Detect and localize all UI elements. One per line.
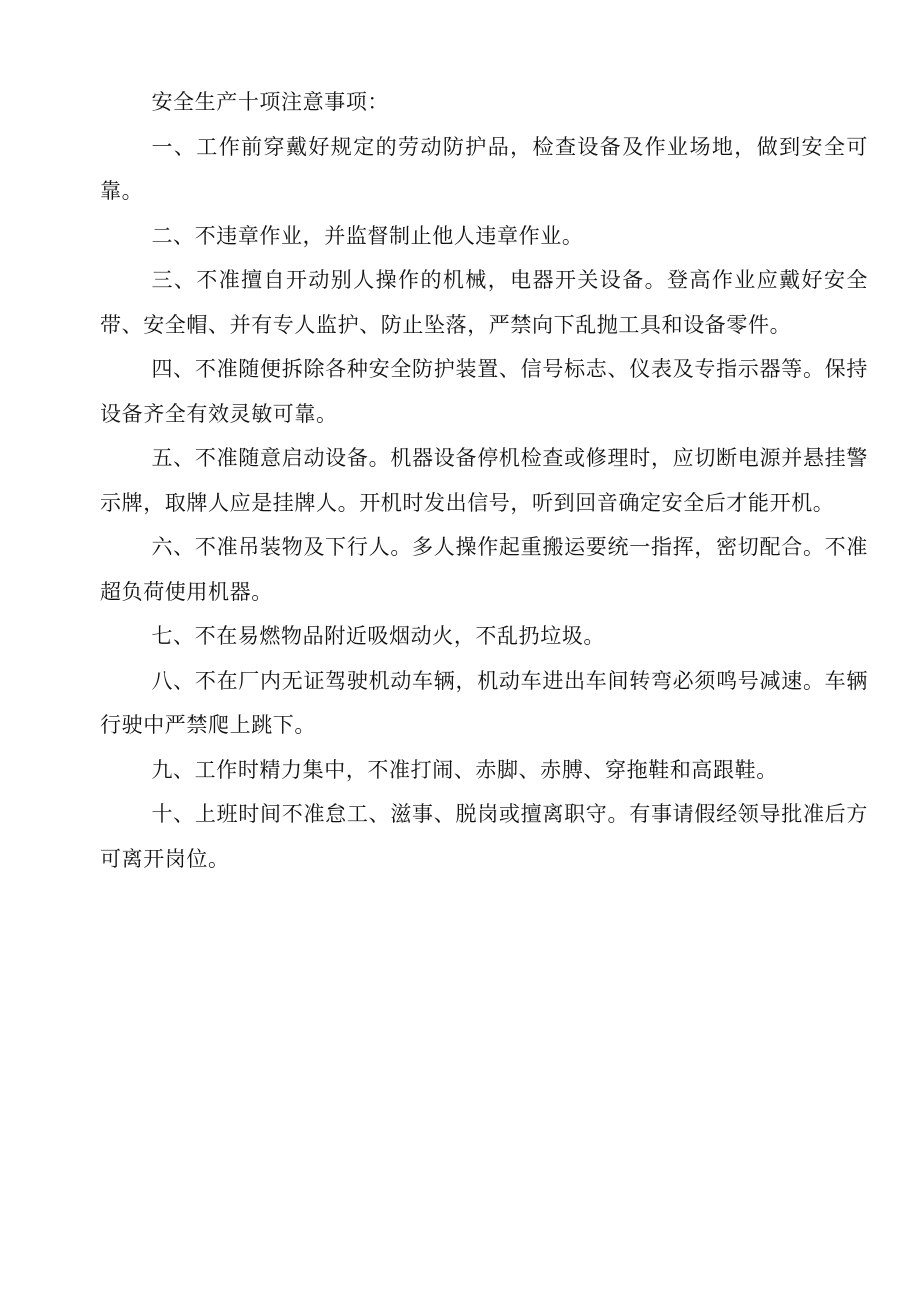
rule-item-4: 四、不准随便拆除各种安全防护装置、信号标志、仪表及专指示器等。保持设备齐全有效灵敏可靠。 <box>100 357 868 426</box>
rule-item-8: 八、不在厂内无证驾驶机动车辆，机动车进出车间转弯必须鸣号减速。车辆行驶中严禁爬上跳下。 <box>100 668 868 737</box>
rule-item-9: 九、工作时精力集中，不准打闹、赤脚、赤膊、穿拖鞋和高跟鞋。 <box>151 757 778 782</box>
rule-item-7: 七、不在易燃物品附近吸烟动火，不乱扔垃圾。 <box>151 624 606 648</box>
rule-item-1: 一、工作前穿戴好规定的劳动防护品，检查设备及作业场地，做到安全可靠。 <box>100 134 868 203</box>
document-body <box>100 80 868 881</box>
rule-item-6: 六、不准吊装物及下行人。多人操作起重搬运要统一指挥，密切配合。不准超负荷使用机器。 <box>100 535 868 604</box>
document-title: 安全生产十项注意事项： <box>151 90 390 114</box>
rule-item-3: 三、不准擅自开动别人操作的机械，电器开关设备。登高作业应戴好安全带、安全帽、并有专人监护、防止坠落，严禁向下乱抛工具和设备零件。 <box>100 268 868 337</box>
rule-item-10: 十、上班时间不准怠工、滋事、脱岗或擅离职守。有事请假经领导批准后方可离开岗位。 <box>100 802 868 871</box>
rule-item-2: 二、不违章作业，并监督制止他人违章作业。 <box>151 223 584 248</box>
rule-item-5: 五、不准随意启动设备。机器设备停机检查或修理时，应切断电源并悬挂警示牌，取牌人应是挂牌人。开机时发出信号，听到回音确定安全后才能开机。 <box>100 446 868 515</box>
